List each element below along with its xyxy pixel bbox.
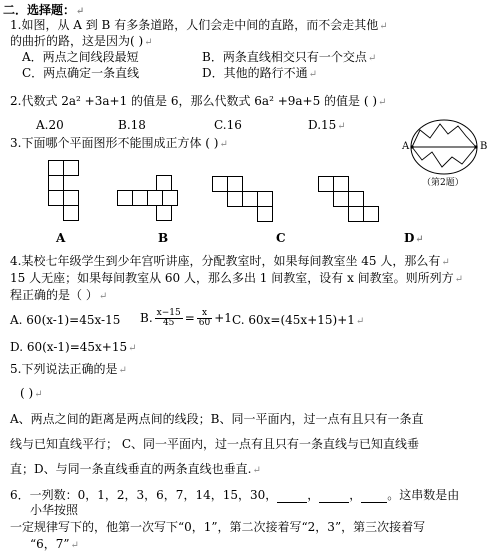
- net-c-label: C: [276, 231, 286, 245]
- q5-line2: 线与已知直线平行； C、同一平面内，过一点有且只有一条直线与已知直线垂: [10, 437, 419, 451]
- q1-option-c: C．两点确定一条直线: [22, 66, 140, 80]
- net-b-label: B: [158, 231, 169, 245]
- roads-figure: [400, 112, 489, 192]
- section-title: 二．选择题：↵: [3, 3, 85, 17]
- point-b-label: B: [480, 141, 488, 152]
- q5-answer-paren: ( )↵: [20, 386, 43, 400]
- q2-option-b: B.18: [118, 118, 146, 132]
- q1-option-a: A．两点之间线段最短: [22, 50, 139, 64]
- q6-line4: “6，7”↵: [30, 537, 79, 551]
- q4-line1: 4.某校七年级学生到少年宫听讲座，分配教室时，如果每间教室坐 45 人，那么有↵: [10, 254, 450, 268]
- q2-option-a: A.20: [36, 118, 64, 132]
- figure-caption: （第2题）: [422, 178, 464, 188]
- point-a-label: A: [402, 141, 410, 152]
- q4-b-fraction-1: $\frac{x-15}{45}$: [156, 308, 181, 328]
- q1-option-b: B．两条直线相交只有一个交点↵: [202, 50, 377, 64]
- q5-line3: 直；D、与同一条直线垂直的两条直线也垂直.↵: [10, 462, 261, 476]
- q2-option-c: C.16: [214, 118, 242, 132]
- q1-option-d: D．其他的路行不通↵: [202, 66, 318, 80]
- q6-line3: 一定规律写下的，他第一次写下“0，1”，第二次接着写“2，3”，第三次接着写: [10, 520, 426, 534]
- q6-line1: 6．一列数：0，1，2，3，6，7，14，15，30， ， ， 。这串数是由: [10, 488, 460, 502]
- q4-line3: 程正确的是（ ）↵: [10, 288, 108, 302]
- q2-stem: 2.代数式 2a² +3a+1 的值是 6，那么代数式 6a² +9a+5 的值是 ( )↵: [10, 94, 387, 108]
- q4-option-a: A. 60(x-1)=45x-15: [10, 313, 121, 327]
- q1-line1: 1.如图，从 A 到 B 有多条道路，人们会走中间的直路，而不会走其他↵: [10, 18, 388, 32]
- q4-option-b: B. $\frac{x-15}{45}$ = $\frac{x}{60}$ +1: [140, 308, 232, 328]
- q3-stem: 3.下面哪个平面图形不能围成正方体 ( )↵: [10, 136, 228, 150]
- q1-line2: 的曲折的路，这是因为( )↵: [10, 34, 153, 48]
- q4-option-d: D. 60(x-1)=45x+15↵: [10, 340, 137, 354]
- q4-option-c: C. 60x=(45x+15)+1↵: [232, 313, 365, 327]
- q6-line2: 小华按照: [30, 503, 79, 517]
- q4-b-fraction-2: $\frac{x}{60}$: [198, 308, 211, 328]
- q4-line2: 15 人无座；如果每间教室从 60 人，那么多出 1 间教室，设有 x 间教室。则所列方↵: [10, 271, 464, 285]
- net-d-label: D↵: [404, 231, 424, 245]
- net-a-label: A: [56, 231, 66, 245]
- q5-line1: A、两点之间的距离是两点间的线段；B、同一平面内，过一点有且只有一条直: [10, 412, 424, 426]
- q2-option-d: D.15↵: [308, 118, 346, 132]
- q5-stem: 5.下列说法正确的是↵: [10, 362, 127, 376]
